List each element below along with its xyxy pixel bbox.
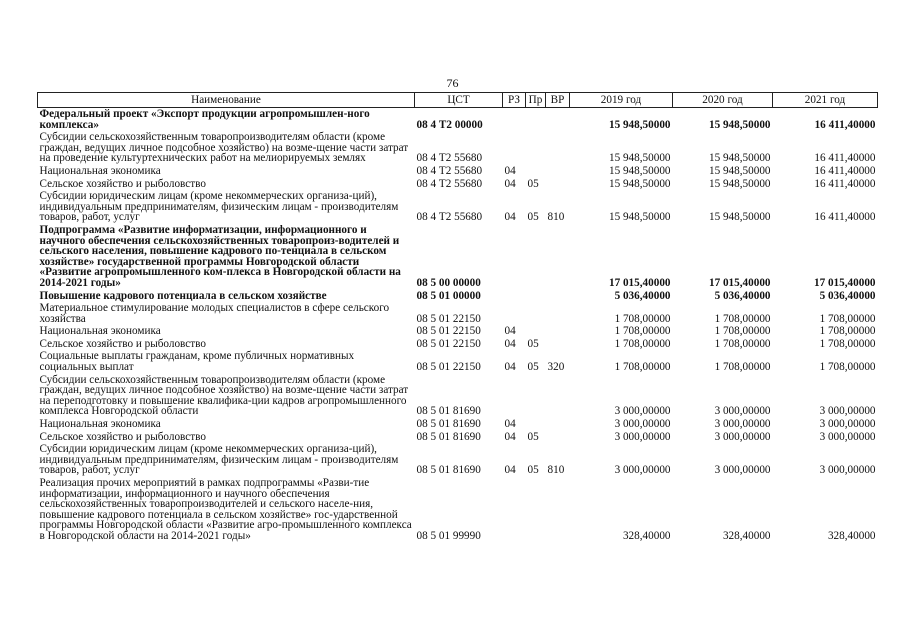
cell-name: Национальная экономика xyxy=(39,418,161,431)
cell-vr xyxy=(546,374,570,418)
cell-name: Социальные выплаты гражданам, кроме публичных нормативных социальных выплат xyxy=(39,350,355,374)
cell-pr xyxy=(526,108,546,132)
cell-pr: 05 xyxy=(527,337,539,350)
cell-cst: 08 5 01 81690 xyxy=(416,430,481,443)
cell-2019: 17 015,40000 xyxy=(608,276,671,289)
cell-rz: 04 xyxy=(504,177,516,190)
cell-2021: 3 000,00000 xyxy=(819,430,876,443)
cell-pr: 05 xyxy=(527,361,539,374)
cell-rz: 04 xyxy=(504,361,516,374)
cell-cst: 08 5 01 22150 xyxy=(416,337,481,350)
header-name: Наименование xyxy=(38,93,415,108)
cell-cst: 08 4 Т2 00000 xyxy=(416,118,483,131)
cell-2019: 15 948,50000 xyxy=(608,118,671,131)
cell-pr xyxy=(526,374,546,418)
cell-2021: 17 015,40000 xyxy=(813,276,876,289)
cell-2020: 3 000,00000 xyxy=(714,405,771,418)
header-pr: Пр xyxy=(526,93,546,108)
cell-pr xyxy=(526,224,546,290)
cell-2021: 16 411,40000 xyxy=(814,164,876,177)
cell-pr: 05 xyxy=(527,464,539,477)
table-row xyxy=(38,224,878,290)
header-2019: 2019 год xyxy=(570,93,673,108)
header-rz: РЗ xyxy=(503,93,526,108)
cell-vr xyxy=(546,477,570,543)
cell-pr xyxy=(526,302,546,325)
table-row xyxy=(38,477,878,543)
cell-rz: 04 xyxy=(504,164,516,177)
cell-2020: 5 036,40000 xyxy=(714,289,771,302)
cell-2020: 15 948,50000 xyxy=(708,152,771,165)
cell-rz: 04 xyxy=(504,430,516,443)
cell-2019: 5 036,40000 xyxy=(614,289,671,302)
cell-cst: 08 5 01 00000 xyxy=(416,289,481,302)
cell-2020: 1 708,00000 xyxy=(714,337,771,350)
header-vr: ВР xyxy=(546,93,570,108)
cell-cst: 08 5 01 81690 xyxy=(416,464,481,477)
table-row xyxy=(38,178,878,191)
cell-2020: 3 000,00000 xyxy=(714,418,771,431)
cell-2021: 3 000,00000 xyxy=(819,464,876,477)
cell-2020: 15 948,50000 xyxy=(708,211,771,224)
cell-name: Субсидии юридическим лицам (кроме некоммерческих организа-ций), индивидуальным предпринимателям, физическим лицам - производителям товаров, работ, услуг xyxy=(39,190,399,224)
cell-2021: 16 411,40000 xyxy=(814,152,876,165)
cell-2021: 3 000,00000 xyxy=(819,405,876,418)
cell-2020: 328,40000 xyxy=(722,529,771,542)
cell-2019: 3 000,00000 xyxy=(614,405,671,418)
cell-cst: 08 4 Т2 55680 xyxy=(416,211,483,224)
cell-vr: 810 xyxy=(547,211,565,224)
cell-2019: 15 948,50000 xyxy=(608,177,671,190)
cell-vr xyxy=(546,418,570,431)
cell-name: Подпрограмма «Развитие информатизации, информационного и научного обеспечения сельскохозяйственных товаропроиз-водителей и сельского населения, повышение кадрового по-тенциала в сельском хозяйстве» государственной программы Новгородской области «Развитие агропромышленного ком-плекса в Новгородской области на 2014-2021 годы» xyxy=(39,223,401,289)
cell-pr xyxy=(526,418,546,431)
cell-2021: 1 708,00000 xyxy=(819,325,876,338)
cell-cst: 08 5 01 81690 xyxy=(416,418,481,431)
table-row xyxy=(38,131,878,165)
cell-rz xyxy=(503,302,526,325)
cell-rz xyxy=(503,290,526,303)
cell-rz xyxy=(503,131,526,165)
cell-pr xyxy=(526,165,546,178)
header-2021: 2021 год xyxy=(773,93,878,108)
table-row xyxy=(38,290,878,303)
cell-rz: 04 xyxy=(504,325,516,338)
cell-2021: 16 411,40000 xyxy=(814,177,876,190)
cell-vr xyxy=(546,165,570,178)
cell-vr xyxy=(546,290,570,303)
cell-2020: 1 708,00000 xyxy=(714,325,771,338)
cell-cst: 08 5 01 99990 xyxy=(416,529,481,542)
cell-vr xyxy=(546,338,570,351)
cell-pr xyxy=(526,477,546,543)
cell-rz: 04 xyxy=(504,337,516,350)
cell-vr xyxy=(546,224,570,290)
cell-rz xyxy=(503,108,526,132)
cell-pr xyxy=(526,325,546,338)
cell-2019: 15 948,50000 xyxy=(608,211,671,224)
cell-2021: 328,40000 xyxy=(827,529,876,542)
cell-name: Субсидии юридическим лицам (кроме некоммерческих организа-ций), индивидуальным предпринимателям, физическим лицам - производителям товаров, работ, услуг xyxy=(39,443,399,477)
cell-rz: 04 xyxy=(504,211,516,224)
cell-2020: 17 015,40000 xyxy=(708,276,771,289)
cell-2020: 3 000,00000 xyxy=(714,430,771,443)
cell-name: Материальное стимулирование молодых специалистов в сфере сельского хозяйства xyxy=(39,302,390,325)
cell-rz: 04 xyxy=(504,464,516,477)
cell-2020: 3 000,00000 xyxy=(714,464,771,477)
cell-2021: 16 411,40000 xyxy=(814,118,876,131)
cell-2021: 1 708,00000 xyxy=(819,361,876,374)
cell-vr: 810 xyxy=(547,464,565,477)
table-row xyxy=(38,325,878,338)
cell-pr xyxy=(526,131,546,165)
table-row xyxy=(38,350,878,373)
cell-2020: 15 948,50000 xyxy=(708,164,771,177)
cell-name: Субсидии сельскохозяйственным товаропроизводителям области (кроме граждан, ведущих личное подсобное хозяйство) на возме-щение части затрат на переподготовку и повышение квалифика-ции кадров агропромышленного комплекса Новгородской области xyxy=(39,373,409,418)
table-row xyxy=(38,374,878,418)
cell-cst: 08 5 01 22150 xyxy=(416,312,481,325)
cell-2019: 15 948,50000 xyxy=(608,152,671,165)
cell-pr xyxy=(526,290,546,303)
cell-2020: 15 948,50000 xyxy=(708,118,771,131)
cell-2021: 1 708,00000 xyxy=(819,337,876,350)
header-cst: ЦСТ xyxy=(415,93,503,108)
cell-2019: 3 000,00000 xyxy=(614,430,671,443)
cell-name: Национальная экономика xyxy=(39,325,161,338)
cell-2019: 1 708,00000 xyxy=(614,337,671,350)
cell-pr: 05 xyxy=(527,430,539,443)
cell-name: Субсидии сельскохозяйственным товаропроизводителям области (кроме граждан, ведущих личное подсобное хозяйство) на возме-щение части затрат на проведение культуртехнических работ на мелиорируемых землях xyxy=(39,131,409,165)
cell-vr xyxy=(546,108,570,132)
cell-cst: 08 5 01 22150 xyxy=(416,361,481,374)
cell-name: Сельское хозяйство и рыболовство xyxy=(39,430,206,443)
cell-cst: 08 5 00 00000 xyxy=(416,276,481,289)
table-row xyxy=(38,338,878,351)
cell-rz xyxy=(503,224,526,290)
cell-2021: 16 411,40000 xyxy=(814,211,876,224)
cell-2019: 1 708,00000 xyxy=(614,325,671,338)
cell-cst: 08 4 Т2 55680 xyxy=(416,152,483,165)
cell-2020: 15 948,50000 xyxy=(708,177,771,190)
cell-name: Сельское хозяйство и рыболовство xyxy=(39,337,206,350)
cell-rz xyxy=(503,374,526,418)
cell-vr xyxy=(546,325,570,338)
cell-pr: 05 xyxy=(527,177,539,190)
cell-vr xyxy=(546,302,570,325)
page-number: 76 xyxy=(446,76,459,90)
table-row xyxy=(38,302,878,325)
cell-vr xyxy=(546,431,570,444)
cell-name: Федеральный проект «Экспорт продукции агропромышлен-ного комплекса» xyxy=(39,108,370,131)
cell-2020: 1 708,00000 xyxy=(714,361,771,374)
table-row xyxy=(38,165,878,178)
cell-pr: 05 xyxy=(527,211,539,224)
cell-2021: 1 708,00000 xyxy=(819,312,876,325)
table-header-row xyxy=(38,93,878,108)
cell-name: Сельское хозяйство и рыболовство xyxy=(39,177,206,190)
cell-2021: 3 000,00000 xyxy=(819,418,876,431)
cell-2019: 1 708,00000 xyxy=(614,361,671,374)
cell-2019: 328,40000 xyxy=(622,529,671,542)
table-row xyxy=(38,190,878,224)
cell-vr xyxy=(546,178,570,191)
cell-cst: 08 5 01 22150 xyxy=(416,325,481,338)
cell-vr xyxy=(546,131,570,165)
cell-cst: 08 4 Т2 55680 xyxy=(416,177,483,190)
cell-2019: 1 708,00000 xyxy=(614,312,671,325)
header-2020: 2020 год xyxy=(673,93,773,108)
table-row xyxy=(38,431,878,444)
cell-2021: 5 036,40000 xyxy=(819,289,876,302)
cell-2019: 3 000,00000 xyxy=(614,464,671,477)
cell-cst: 08 5 01 81690 xyxy=(416,405,481,418)
cell-vr: 320 xyxy=(547,361,565,374)
table-row xyxy=(38,443,878,477)
cell-2019: 3 000,00000 xyxy=(614,418,671,431)
cell-2019: 15 948,50000 xyxy=(608,164,671,177)
budget-table xyxy=(37,92,878,543)
cell-2020: 1 708,00000 xyxy=(714,312,771,325)
cell-name: Реализация прочих мероприятий в рамках подпрограммы «Разви-тие информатизации, информационного и научного обеспечения сельскохозяйственных товаропроизводителей и сельского населе-ния, повышение кадрового потенциала в сельском хозяйстве» гос-ударственной программы Новгородской области «Развитие агро-промышленного комплекса в Новгородской области на 2014-2021 годы» xyxy=(39,477,412,542)
cell-rz: 04 xyxy=(504,418,516,431)
cell-name: Национальная экономика xyxy=(39,164,161,177)
cell-name: Повышение кадрового потенциала в сельском хозяйстве xyxy=(39,289,327,302)
cell-cst: 08 4 Т2 55680 xyxy=(416,164,483,177)
table-row xyxy=(38,418,878,431)
table-row xyxy=(38,108,878,132)
cell-rz xyxy=(503,477,526,543)
